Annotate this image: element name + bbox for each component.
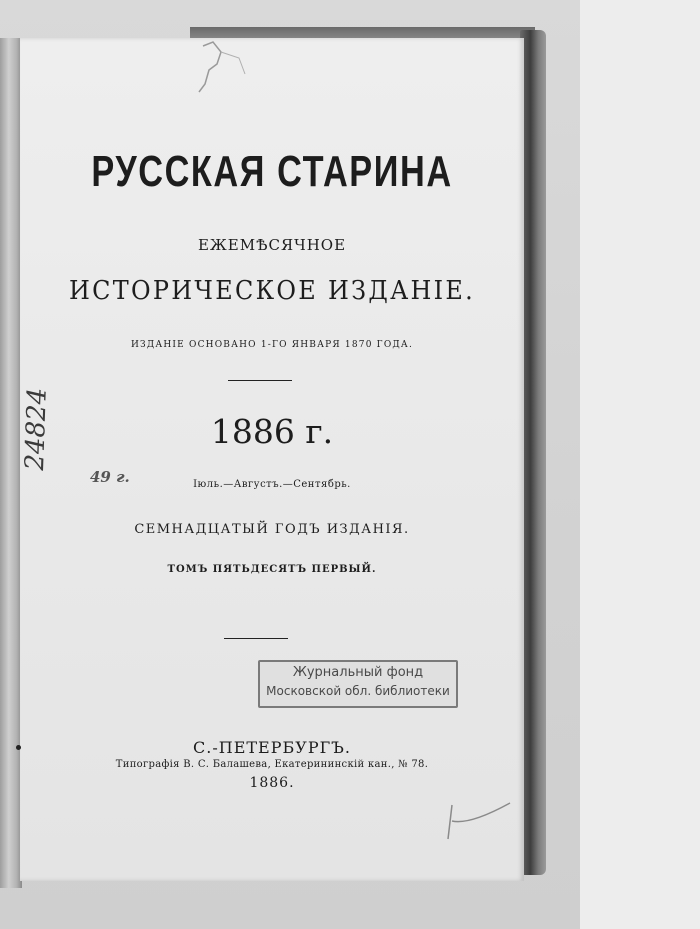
volume-number: ТОМЪ ПЯТЬДЕСЯТЪ ПЕРВЫЙ.	[167, 564, 377, 575]
book-spine	[0, 38, 22, 888]
founding-note: ИЗДАНІЕ ОСНОВАНО 1-ГО ЯНВАРЯ 1870 ГОДА.	[130, 340, 414, 350]
handwritten-shelf-mark: 49 г.	[90, 468, 130, 486]
library-stamp	[258, 660, 458, 708]
print-year: 1886.	[249, 775, 295, 791]
binding-hole-mark	[16, 745, 21, 750]
divider-top	[228, 380, 292, 381]
handwritten-accession-number: 24824	[20, 387, 53, 472]
printer-imprint: Типографія В. С. Балашева, Екатерининскій кан., № 78.	[115, 759, 429, 770]
divider-bottom	[224, 638, 288, 639]
pencil-mark	[440, 795, 520, 845]
stamp-line-1: Журнальный фонд	[292, 665, 424, 680]
journal-title: РУССКАЯ СТАРИНА	[91, 147, 453, 196]
publication-year: 1886 г.	[210, 412, 334, 451]
publication-city: С.-ПЕТЕРБУРГЪ.	[193, 738, 351, 757]
issue-months: Іюль.—Августъ.—Сентябрь.	[193, 479, 351, 490]
scan-margin	[580, 0, 700, 929]
torn-corner-mark	[195, 40, 255, 100]
edition-year: СЕМНАДЦАТЫЙ ГОДЪ ИЗДАНІЯ.	[134, 522, 410, 537]
periodicity: ЕЖЕМѢСЯЧНОЕ	[197, 236, 347, 254]
journal-subtitle: ИСТОРИЧЕСКОЕ ИЗДАНІЕ.	[68, 276, 476, 306]
stamp-line-2: Московской обл. библиотеки	[266, 684, 450, 698]
